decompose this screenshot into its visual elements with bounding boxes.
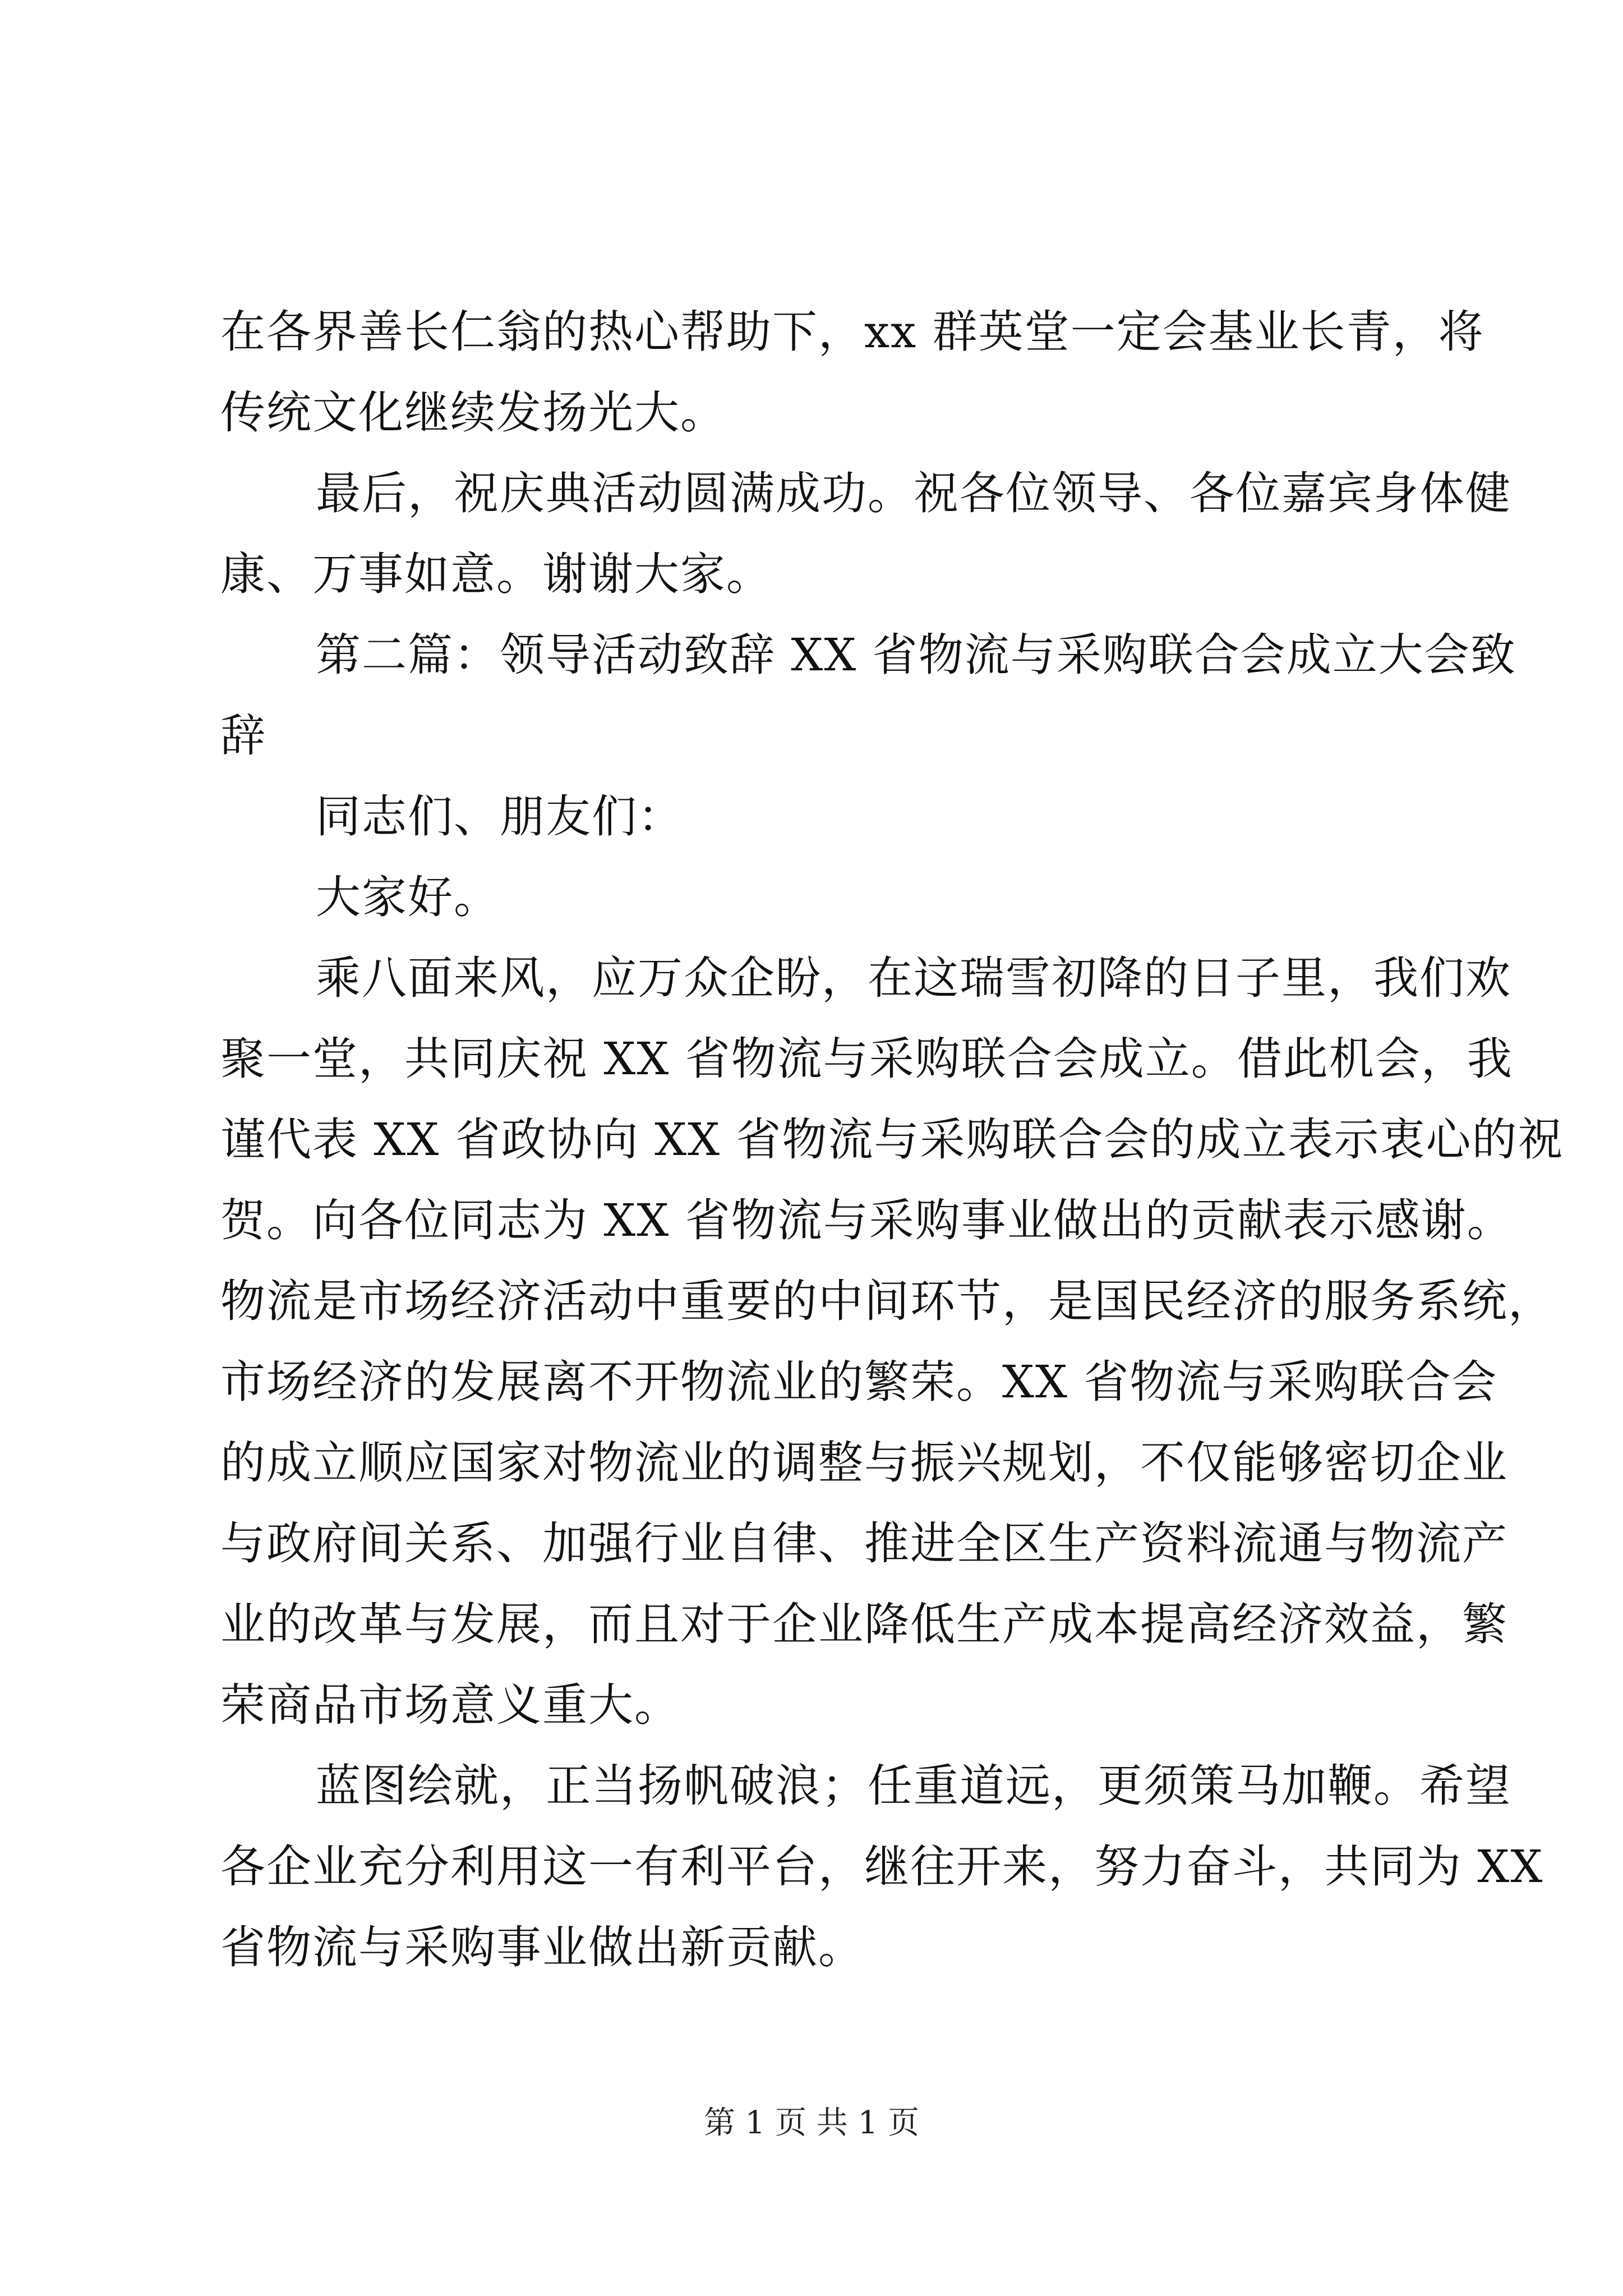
salutation: [220, 776, 1426, 857]
text-line: 物流是市场经济活动中重要的中间环节，是国民经济的服务系统，: [220, 1275, 1554, 1327]
text-line: 蓝图绘就，正当扬帆破浪；任重道远，更须策马加鞭。希望: [316, 1760, 1511, 1812]
text-line: 贺。向各位同志为 XX 省物流与采购事业做出的贡献表示感谢。: [220, 1194, 1513, 1246]
text-line: 的成立顺应国家对物流业的调整与振兴规划，不仅能够密切企业: [220, 1437, 1508, 1489]
text-line: 同志们、朋友们：: [316, 790, 684, 843]
text-line: 辞: [220, 710, 266, 762]
text-line: 最后，祝庆典活动圆满成功。祝各位领导、各位嘉宾身体健: [316, 467, 1511, 519]
text-line: 传统文化继续发扬光大。: [220, 386, 726, 439]
greeting: [220, 857, 1426, 938]
text-line: 谨代表 XX 省政协向 XX 省物流与采购联合会的成立表示衷心的祝: [220, 1114, 1564, 1166]
text-line: 业的改革与发展，而且对于企业降低生产成本提高经济效益，繁: [220, 1598, 1508, 1650]
section-heading: [220, 615, 1516, 776]
document-body: [220, 292, 1564, 1988]
paragraph: [220, 938, 1564, 1746]
text-line: 市场经济的发展离不开物流业的繁荣。XX 省物流与采购联合会: [220, 1356, 1498, 1408]
page-number-label: 第 1 页 共 1 页: [703, 2105, 920, 2141]
text-line: 荣商品市场意义重大。: [220, 1679, 680, 1731]
text-line: 大家好。: [316, 871, 500, 923]
paragraph: [220, 453, 1511, 615]
text-line: 省物流与采购事业做出新贡献。: [220, 1921, 864, 1973]
text-line: 乘八面来风，应万众企盼，在这瑞雪初降的日子里，我们欢: [316, 952, 1511, 1004]
text-line: 各企业充分利用这一有利平台，继往开来，努力奋斗，共同为 XX: [220, 1841, 1544, 1893]
text-line: 聚一堂，共同庆祝 XX 省物流与采购联合会成立。借此机会，我: [220, 1033, 1513, 1085]
text-line: 与政府间关系、加强行业自律、推进全区生产资料流通与物流产: [220, 1517, 1508, 1570]
paragraph: [220, 292, 1484, 453]
page-footer: [0, 2101, 1623, 2146]
text-line: 第二篇：领导活动致辞 XX 省物流与采购联合会成立大会致: [316, 629, 1516, 681]
text-line: 康、万事如意。谢谢大家。: [220, 548, 772, 600]
paragraph: [220, 1746, 1544, 1988]
text-line: 在各界善长仁翁的热心帮助下，xx 群英堂一定会基业长青，将: [220, 306, 1484, 358]
